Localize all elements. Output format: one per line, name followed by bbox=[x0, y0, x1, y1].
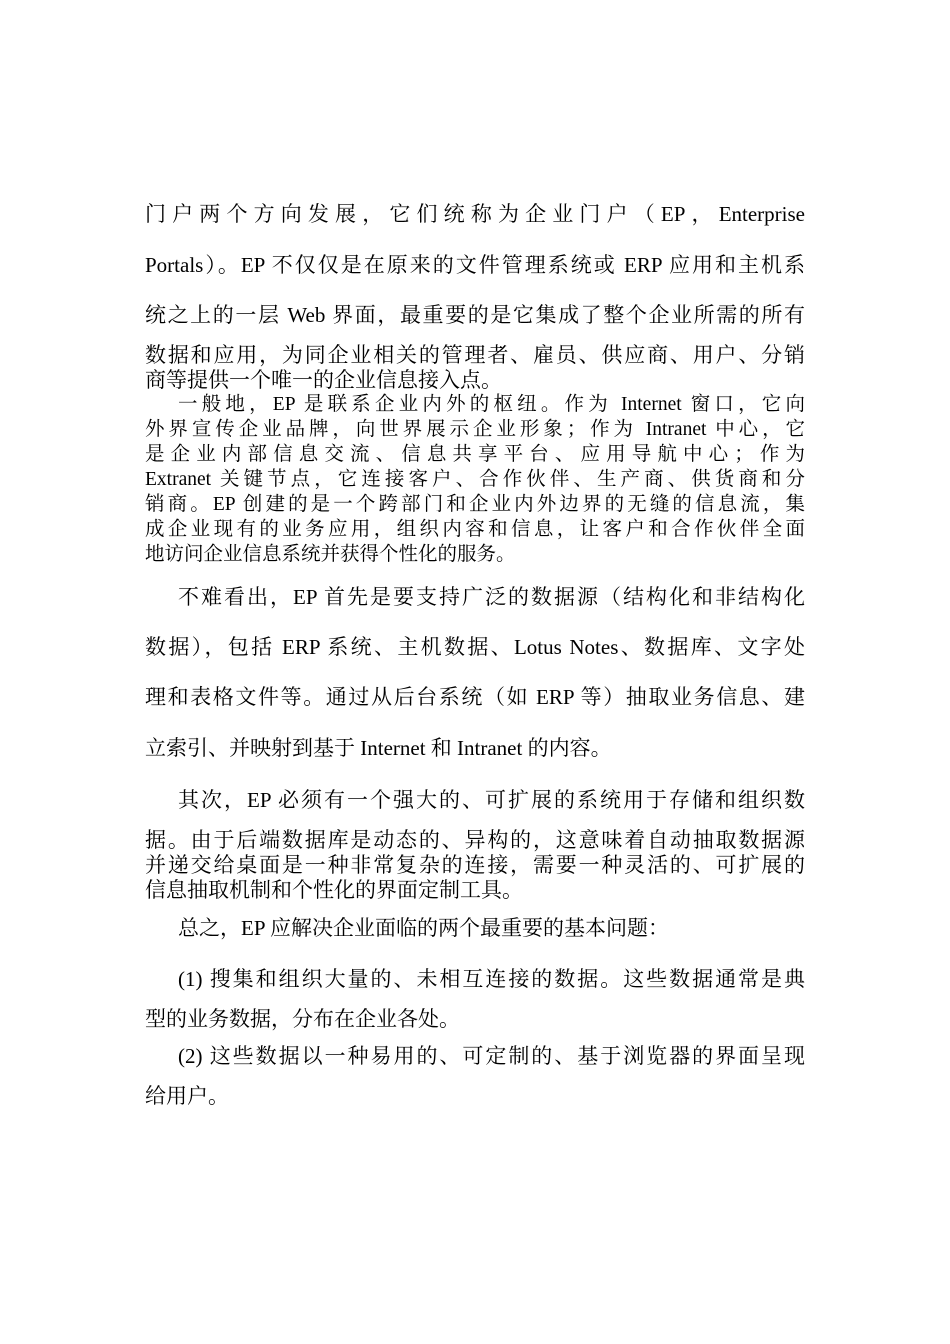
paragraph-1-line-4: 数据和应用，为同企业相关的管理者、雇员、供应商、用户、分销 bbox=[145, 343, 805, 367]
paragraph-2-line-2: 外界宣传企业品牌，向世界展示企业形象；作为 Intranet 中心，它 bbox=[145, 419, 805, 440]
paragraph-4-line-2: 据。由于后端数据库是动态的、异构的，这意味着自动抽取数据源 bbox=[145, 828, 805, 852]
paragraph-1-line-2: Portals）。EP 不仅仅是在原来的文件管理系统或 ERP 应用和主机系 bbox=[145, 253, 805, 277]
paragraph-4-line-1: 其次，EP 必须有一个强大的、可扩展的系统用于存储和组织数 bbox=[178, 788, 805, 812]
paragraph-3-line-4: 立索引、并映射到基于 Internet 和 Intranet 的内容。 bbox=[145, 736, 612, 760]
paragraph-4-line-4: 信息抽取机制和个性化的界面定制工具。 bbox=[145, 878, 523, 902]
paragraph-2-line-7: 地访问企业信息系统并获得个性化的服务。 bbox=[145, 544, 516, 565]
paragraph-1-line-5: 商等提供一个唯一的企业信息接入点。 bbox=[145, 368, 502, 392]
paragraph-6-line-2: 型的业务数据，分布在企业各处。 bbox=[145, 1007, 460, 1031]
paragraph-3-line-2: 数据），包括 ERP 系统、主机数据、Lotus Notes、数据库、文字处 bbox=[145, 635, 805, 659]
paragraph-2-line-3: 是企业内部信息交流、信息共享平台、应用导航中心；作为 bbox=[145, 444, 805, 465]
paragraph-2-line-4: Extranet 关键节点，它连接客户、合作伙伴、生产商、供货商和分 bbox=[145, 469, 805, 490]
paragraph-2-line-6: 成企业现有的业务应用，组织内容和信息，让客户和合作伙伴全面 bbox=[145, 519, 805, 540]
paragraph-7-line-2: 给用户。 bbox=[145, 1084, 229, 1108]
paragraph-2-line-1: 一般地，EP 是联系企业内外的枢纽。作为 Internet 窗口，它向 bbox=[178, 394, 805, 415]
paragraph-5-line-1: 总之，EP 应解决企业面临的两个最重要的基本问题： bbox=[178, 916, 669, 940]
paragraph-2-line-5: 销商。EP 创建的是一个跨部门和企业内外边界的无缝的信息流，集 bbox=[145, 494, 805, 515]
paragraph-6-line-1: (1) 搜集和组织大量的、未相互连接的数据。这些数据通常是典 bbox=[178, 967, 805, 991]
paragraph-3-line-1: 不难看出，EP 首先是要支持广泛的数据源（结构化和非结构化 bbox=[178, 585, 805, 609]
paragraph-7-line-1: (2) 这些数据以一种易用的、可定制的、基于浏览器的界面呈现 bbox=[178, 1044, 805, 1068]
paragraph-4-line-3: 并递交给桌面是一种非常复杂的连接，需要一种灵活的、可扩展的 bbox=[145, 853, 805, 877]
paragraph-1-line-1: 门户两个方向发展，它们统称为企业门户（EP，Enterprise bbox=[145, 202, 805, 226]
paragraph-1-line-3: 统之上的一层 Web 界面，最重要的是它集成了整个企业所需的所有 bbox=[145, 303, 805, 327]
paragraph-3-line-3: 理和表格文件等。通过从后台系统（如 ERP 等）抽取业务信息、建 bbox=[145, 685, 805, 709]
